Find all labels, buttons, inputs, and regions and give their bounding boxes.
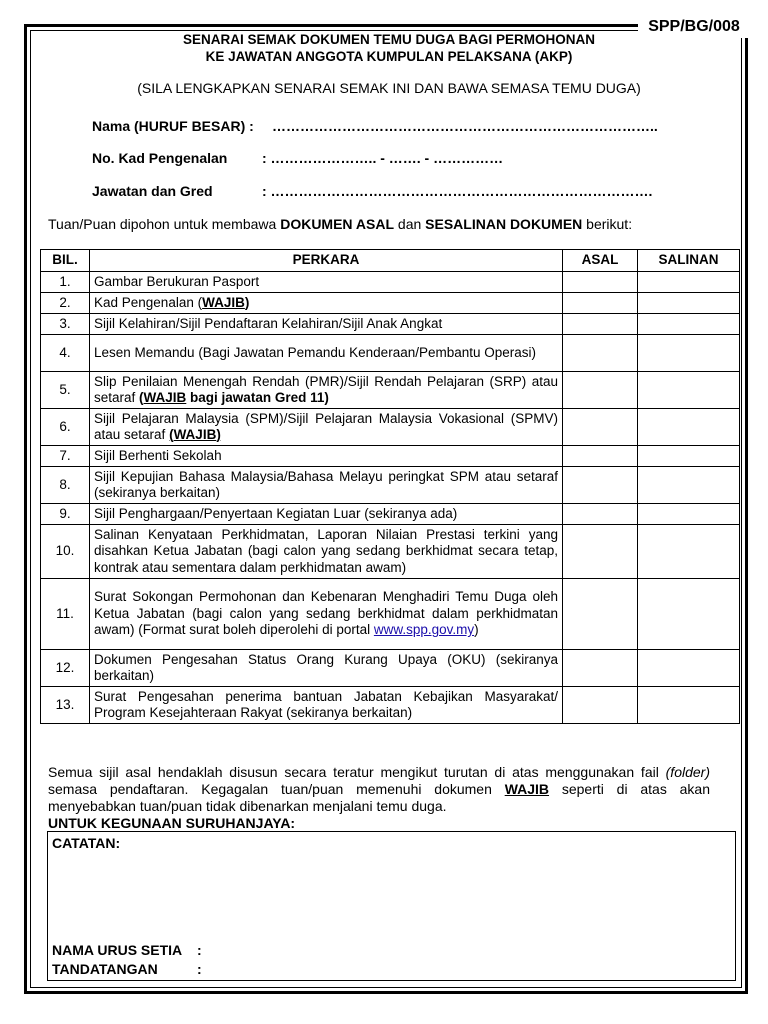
asal-checkbox-cell[interactable] <box>563 446 638 467</box>
row-item-text: Sijil Pelajaran Malaysia (SPM)/Sijil Pelajaran Malaysia Vokasional (SPMV) atau setaraf <box>94 410 558 442</box>
row-item-tail: ) <box>474 622 479 638</box>
row-number: 7. <box>41 446 90 467</box>
note-part-1: Semua sijil asal hendaklah disusun secara teratur mengikut turutan di atas menggunakan fail <box>48 764 666 780</box>
position-field[interactable] <box>92 183 653 199</box>
asal-checkbox-cell[interactable] <box>563 525 638 579</box>
wajib-mark: WAJIB <box>504 781 550 797</box>
name-label: Nama (HURUF BESAR) : <box>92 118 254 134</box>
row-item-text: Slip Penilaian Menengah Rendah (PMR)/Sijil Rendah Pelajaran (SRP) atau setaraf <box>94 373 558 405</box>
salinan-checkbox-cell[interactable] <box>638 446 740 467</box>
asal-checkbox-cell[interactable] <box>563 504 638 525</box>
position-label: Jawatan dan Gred <box>92 183 213 199</box>
row-item <box>90 335 563 372</box>
row-number: 1. <box>41 272 90 293</box>
ic-label: No. Kad Pengenalan <box>92 150 228 166</box>
wajib-mark: WAJIB <box>202 294 245 310</box>
salinan-checkbox-cell[interactable] <box>638 409 740 446</box>
asal-checkbox-cell[interactable] <box>563 293 638 314</box>
position-value: : ………………………………………………………………………. <box>262 183 653 199</box>
asal-checkbox-cell[interactable] <box>563 272 638 293</box>
table-row <box>41 579 740 650</box>
asal-checkbox-cell[interactable] <box>563 687 638 724</box>
row-item-paren: ( <box>139 390 144 405</box>
row-item-text: Sijil Penghargaan/Penyertaan Kegiatan Luar (sekiranya ada) <box>94 505 458 521</box>
header-salinan: SALINAN <box>638 250 740 272</box>
row-item-text: Salinan Kenyataan Perkhidmatan, Laporan Nilaian Prestasi terkini yang disahkan Ketua Jabatan (bagi calon yang sedang berkhidmat secara tetap, kontrak atau sementara dalam perkhidmatan awam) <box>94 526 558 575</box>
note-part-3: seperti di atas akan menyebabkan tuan/puan tidak dibenarkan menjalani temu duga. <box>48 781 711 814</box>
row-number: 9. <box>41 504 90 525</box>
row-item-tail: ) <box>244 294 250 310</box>
signature-field[interactable] <box>52 961 202 977</box>
table-row <box>41 650 740 687</box>
row-item-text: Sijil Kepujian Bahasa Malaysia/Bahasa Melayu peringkat SPM atau setaraf (sekiranya berkaitan) <box>94 468 558 500</box>
salinan-checkbox-cell[interactable] <box>638 314 740 335</box>
row-item <box>90 650 563 687</box>
notes-label: CATATAN: <box>52 835 121 851</box>
row-number: 11. <box>41 579 90 650</box>
title-line-1: SENARAI SEMAK DOKUMEN TEMU DUGA BAGI PERMOHONAN <box>182 32 595 47</box>
row-item-text: Lesen Memandu (Bagi Jawatan Pemandu Kenderaan/Pembantu Operasi) <box>94 344 537 360</box>
title-line-2: KE JAWATAN ANGGOTA KUMPULAN PELAKSANA (AKP) <box>205 49 573 64</box>
asal-checkbox-cell[interactable] <box>563 335 638 372</box>
commission-heading: UNTUK KEGUNAAN SURUHANJAYA: <box>48 815 296 831</box>
salinan-checkbox-cell[interactable] <box>638 687 740 724</box>
asal-checkbox-cell[interactable] <box>563 409 638 446</box>
row-item-text: Dokumen Pengesahan Status Orang Kurang Upaya (OKU) (sekiranya berkaitan) <box>94 651 558 683</box>
table-row <box>41 293 740 314</box>
row-number: 13. <box>41 687 90 724</box>
row-item-tail: bagi jawatan Gred 11) <box>186 390 329 405</box>
intro-part-3: berikut: <box>582 216 633 232</box>
row-item <box>90 467 563 504</box>
header-asal: ASAL <box>563 250 638 272</box>
row-number: 8. <box>41 467 90 504</box>
header-bil: BIL. <box>41 250 90 272</box>
signature-label: TANDATANGAN <box>52 961 158 977</box>
table-header-row <box>41 250 740 272</box>
row-item-tail: ) <box>216 427 221 442</box>
table-row <box>41 525 740 579</box>
row-item <box>90 579 563 650</box>
row-item <box>90 409 563 446</box>
row-item-paren: ( <box>169 427 174 442</box>
intro-part-1: Tuan/Puan dipohon untuk membawa <box>48 216 281 232</box>
commission-notes-box[interactable] <box>47 831 736 981</box>
row-number: 2. <box>41 293 90 314</box>
salinan-checkbox-cell[interactable] <box>638 579 740 650</box>
wajib-mark: WAJIB <box>143 390 187 405</box>
name-value: ……………………………………………………………………….. <box>272 118 658 134</box>
form-code: SPP/BG/008 <box>638 16 750 38</box>
table-row <box>41 372 740 409</box>
note-part-2: semasa pendaftaran. Kegagalan tuan/puan memenuhi dokumen <box>48 781 505 797</box>
table-row <box>41 314 740 335</box>
table-row <box>41 687 740 724</box>
salinan-checkbox-cell[interactable] <box>638 525 740 579</box>
asal-checkbox-cell[interactable] <box>563 650 638 687</box>
document-checklist-table <box>40 249 740 724</box>
row-item <box>90 372 563 409</box>
secretariat-name-colon: : <box>197 942 202 958</box>
ic-value: : ………………….. - ……. - …………… <box>262 150 504 166</box>
row-item-text: Surat Sokongan Permohonan dan Kebenaran Menghadiri Temu Duga oleh Ketua Jabatan (bagi calon yang sedang berkhidmat dalam perkhidmatan awam) (Format surat boleh diperolehi di portal <box>94 589 558 638</box>
spp-portal-link[interactable]: www.spp.gov.my <box>373 622 475 638</box>
salinan-checkbox-cell[interactable] <box>638 467 740 504</box>
table-row <box>41 335 740 372</box>
table-row <box>41 467 740 504</box>
row-item-text: Gambar Berukuran Pasport <box>94 273 260 289</box>
intro-copy-docs: SESALINAN DOKUMEN <box>425 216 583 232</box>
salinan-checkbox-cell[interactable] <box>638 650 740 687</box>
salinan-checkbox-cell[interactable] <box>638 504 740 525</box>
signature-colon: : <box>197 961 202 977</box>
ic-field[interactable] <box>92 150 504 166</box>
row-item <box>90 687 563 724</box>
asal-checkbox-cell[interactable] <box>563 579 638 650</box>
table-row <box>41 272 740 293</box>
row-item <box>90 272 563 293</box>
secretariat-name-field[interactable] <box>52 942 202 958</box>
row-number: 3. <box>41 314 90 335</box>
header-perkara: PERKARA <box>90 250 563 272</box>
asal-checkbox-cell[interactable] <box>563 314 638 335</box>
subtitle: (SILA LENGKAPKAN SENARAI SEMAK INI DAN BAWA SEMASA TEMU DUGA) <box>137 80 641 96</box>
row-item-text: Surat Pengesahan penerima bantuan Jabatan Kebajikan Masyarakat/ Program Kesejahteraan Rakyat (sekiranya berkaitan) <box>94 688 558 720</box>
table-row <box>41 446 740 467</box>
table-row <box>41 409 740 446</box>
asal-checkbox-cell[interactable] <box>563 372 638 409</box>
table-row <box>41 504 740 525</box>
row-item <box>90 293 563 314</box>
row-item-text: Kad Pengenalan ( <box>94 294 203 310</box>
row-number: 10. <box>41 525 90 579</box>
salinan-checkbox-cell[interactable] <box>638 335 740 372</box>
salinan-checkbox-cell[interactable] <box>638 372 740 409</box>
intro-original-docs: DOKUMEN ASAL <box>280 216 395 232</box>
row-number: 12. <box>41 650 90 687</box>
row-item <box>90 314 563 335</box>
instruction-note <box>48 764 710 815</box>
name-field[interactable] <box>92 118 658 134</box>
note-folder: (folder) <box>665 764 710 780</box>
row-item <box>90 446 563 467</box>
secretariat-name-label: NAMA URUS SETIA <box>52 942 183 958</box>
salinan-checkbox-cell[interactable] <box>638 293 740 314</box>
intro-text <box>48 216 738 232</box>
row-number: 4. <box>41 335 90 372</box>
row-item <box>90 525 563 579</box>
asal-checkbox-cell[interactable] <box>563 467 638 504</box>
salinan-checkbox-cell[interactable] <box>638 272 740 293</box>
wajib-mark: WAJIB <box>173 427 217 442</box>
row-number: 6. <box>41 409 90 446</box>
intro-part-2: dan <box>394 216 426 232</box>
row-number: 5. <box>41 372 90 409</box>
row-item-text: Sijil Berhenti Sekolah <box>94 447 222 463</box>
row-item-text: Sijil Kelahiran/Sijil Pendaftaran Kelahiran/Sijil Anak Angkat <box>94 315 443 331</box>
row-item <box>90 504 563 525</box>
